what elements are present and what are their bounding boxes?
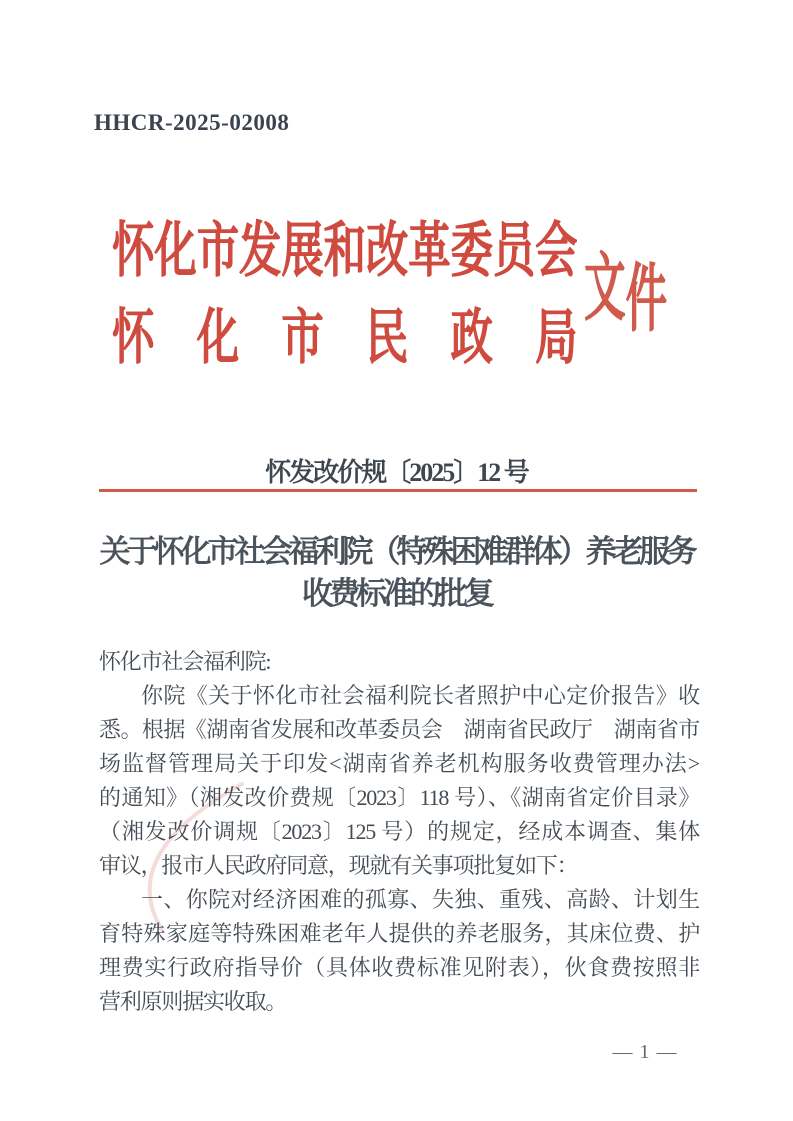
document-body [99,645,699,1019]
issuer-line-2: 怀 化 市 民 政 局 [112,305,578,371]
red-divider-line [99,489,697,492]
doc-label-char-1: 文 [584,248,626,330]
body-line: （湘发改价调规〔2023〕125 号）的规定，经成本调查、集体 [99,819,699,844]
body-line: 你院《关于怀化市社会福利院长者照护中心定价报告》收 [141,683,699,708]
body-line: 悉。根据《湖南省发展和改革委员会 湖南省民政厅 湖南省市 [99,717,699,742]
body-line: 育特殊家庭等特殊困难老年人提供的养老服务，其床位费、护 [99,921,699,946]
doc-label-char-2: 件 [625,259,667,341]
title-line-2: 收费标准的批复 [302,576,491,611]
archive-code: HHCR-2025-02008 [94,110,290,135]
body-line: 营利原则据实收取。 [99,989,287,1014]
page-number: — 1 — [612,1041,678,1063]
body-line: 一、你院对经济困难的孤寡、失独、重残、高龄、计划生 [141,887,699,912]
body-line: 理费实行政府指导价（具体收费标准见附表），伙食费按照非 [99,955,699,980]
document-title [99,531,694,615]
document-type-label [584,248,667,341]
document-number: 怀发改价规〔2025〕12 号 [265,458,528,487]
body-line: 的通知》（湘发改价费规〔2023〕118 号）、《湖南省定价目录》 [99,785,699,810]
issuer-line-1: 怀化市发展和改革委员会 [112,218,578,284]
salutation: 怀化市社会福利院: [99,649,271,674]
body-line: 审议，报市人民政府同意，现就有关事项批复如下： [99,853,578,878]
body-line: 场监督管理局关于印发<湖南省养老机构服务收费管理办法> [99,751,699,776]
title-line-1: 关于怀化市社会福利院（特殊困难群体）养老服务 [99,534,694,569]
